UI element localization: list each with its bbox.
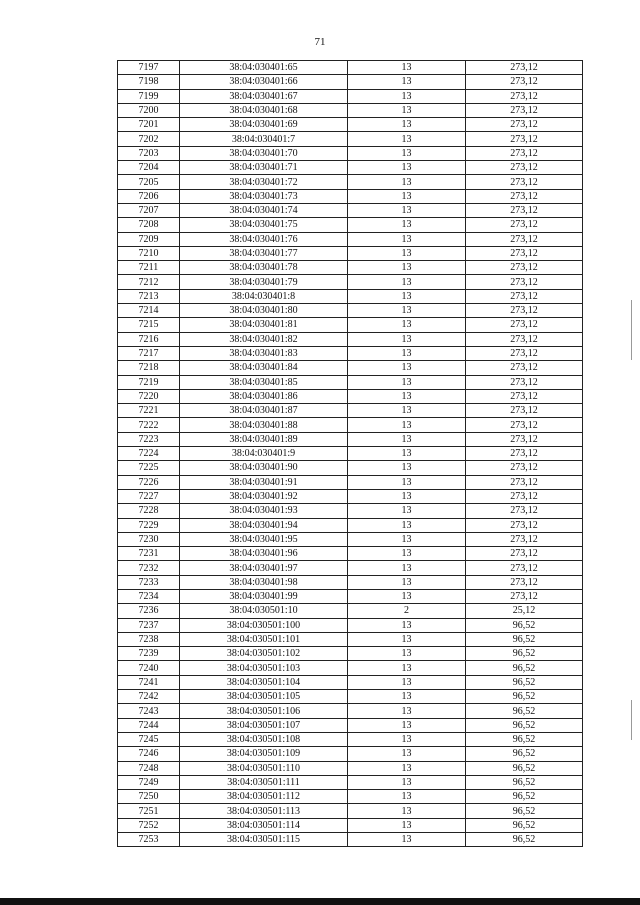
value-cell: 96,52 xyxy=(466,732,583,746)
table-row xyxy=(118,818,583,832)
value-cell: 96,52 xyxy=(466,718,583,732)
table-row xyxy=(118,118,583,132)
quantity-cell: 13 xyxy=(348,532,466,546)
quantity-cell: 13 xyxy=(348,189,466,203)
row-number-cell: 7202 xyxy=(118,132,180,146)
value-cell: 273,12 xyxy=(466,361,583,375)
row-number-cell: 7252 xyxy=(118,818,180,832)
value-cell: 273,12 xyxy=(466,489,583,503)
quantity-cell: 13 xyxy=(348,475,466,489)
quantity-cell: 13 xyxy=(348,575,466,589)
row-number-cell: 7216 xyxy=(118,332,180,346)
cadastral-number-cell: 38:04:030401:82 xyxy=(180,332,348,346)
value-cell: 273,12 xyxy=(466,161,583,175)
value-cell: 96,52 xyxy=(466,747,583,761)
table-row xyxy=(118,332,583,346)
cadastral-number-cell: 38:04:030501:102 xyxy=(180,647,348,661)
quantity-cell: 13 xyxy=(348,103,466,117)
quantity-cell: 13 xyxy=(348,732,466,746)
row-number-cell: 7241 xyxy=(118,675,180,689)
table-row xyxy=(118,547,583,561)
value-cell: 273,12 xyxy=(466,75,583,89)
row-number-cell: 7206 xyxy=(118,189,180,203)
table-row xyxy=(118,389,583,403)
cadastral-number-cell: 38:04:030401:9 xyxy=(180,447,348,461)
cadastral-number-cell: 38:04:030501:10 xyxy=(180,604,348,618)
table-row xyxy=(118,75,583,89)
row-number-cell: 7220 xyxy=(118,389,180,403)
value-cell: 273,12 xyxy=(466,132,583,146)
cadastral-number-cell: 38:04:030401:8 xyxy=(180,289,348,303)
table-row xyxy=(118,747,583,761)
row-number-cell: 7228 xyxy=(118,504,180,518)
row-number-cell: 7231 xyxy=(118,547,180,561)
cadastral-number-cell: 38:04:030501:115 xyxy=(180,833,348,847)
row-number-cell: 7253 xyxy=(118,833,180,847)
value-cell: 96,52 xyxy=(466,618,583,632)
value-cell: 273,12 xyxy=(466,89,583,103)
row-number-cell: 7199 xyxy=(118,89,180,103)
quantity-cell: 13 xyxy=(348,661,466,675)
table-row xyxy=(118,61,583,75)
value-cell: 96,52 xyxy=(466,690,583,704)
quantity-cell: 13 xyxy=(348,718,466,732)
cadastral-number-cell: 38:04:030401:7 xyxy=(180,132,348,146)
cadastral-number-cell: 38:04:030401:94 xyxy=(180,518,348,532)
value-cell: 96,52 xyxy=(466,704,583,718)
cadastral-number-cell: 38:04:030501:108 xyxy=(180,732,348,746)
quantity-cell: 13 xyxy=(348,275,466,289)
value-cell: 96,52 xyxy=(466,632,583,646)
table-row xyxy=(118,504,583,518)
row-number-cell: 7239 xyxy=(118,647,180,661)
scan-margin-mark xyxy=(631,300,632,360)
quantity-cell: 13 xyxy=(348,304,466,318)
cadastral-number-cell: 38:04:030401:88 xyxy=(180,418,348,432)
value-cell: 273,12 xyxy=(466,589,583,603)
quantity-cell: 13 xyxy=(348,146,466,160)
value-cell: 273,12 xyxy=(466,246,583,260)
table-row xyxy=(118,261,583,275)
table-row xyxy=(118,690,583,704)
cadastral-number-cell: 38:04:030401:85 xyxy=(180,375,348,389)
cadastral-number-cell: 38:04:030401:91 xyxy=(180,475,348,489)
row-number-cell: 7242 xyxy=(118,690,180,704)
row-number-cell: 7200 xyxy=(118,103,180,117)
cadastral-number-cell: 38:04:030501:114 xyxy=(180,818,348,832)
value-cell: 273,12 xyxy=(466,189,583,203)
cadastral-number-cell: 38:04:030401:72 xyxy=(180,175,348,189)
value-cell: 273,12 xyxy=(466,275,583,289)
table-row xyxy=(118,304,583,318)
row-number-cell: 7244 xyxy=(118,718,180,732)
row-number-cell: 7208 xyxy=(118,218,180,232)
quantity-cell: 13 xyxy=(348,61,466,75)
quantity-cell: 2 xyxy=(348,604,466,618)
quantity-cell: 13 xyxy=(348,790,466,804)
quantity-cell: 13 xyxy=(348,75,466,89)
quantity-cell: 13 xyxy=(348,246,466,260)
quantity-cell: 13 xyxy=(348,547,466,561)
value-cell: 273,12 xyxy=(466,575,583,589)
quantity-cell: 13 xyxy=(348,418,466,432)
cadastral-table xyxy=(117,60,583,847)
row-number-cell: 7210 xyxy=(118,246,180,260)
value-cell: 273,12 xyxy=(466,532,583,546)
row-number-cell: 7213 xyxy=(118,289,180,303)
cadastral-number-cell: 38:04:030401:93 xyxy=(180,504,348,518)
cadastral-number-cell: 38:04:030401:68 xyxy=(180,103,348,117)
row-number-cell: 7218 xyxy=(118,361,180,375)
row-number-cell: 7205 xyxy=(118,175,180,189)
quantity-cell: 13 xyxy=(348,775,466,789)
quantity-cell: 13 xyxy=(348,389,466,403)
row-number-cell: 7227 xyxy=(118,489,180,503)
row-number-cell: 7221 xyxy=(118,404,180,418)
table-row xyxy=(118,718,583,732)
scan-bottom-edge xyxy=(0,898,640,905)
quantity-cell: 13 xyxy=(348,332,466,346)
table-row xyxy=(118,318,583,332)
cadastral-number-cell: 38:04:030401:96 xyxy=(180,547,348,561)
quantity-cell: 13 xyxy=(348,118,466,132)
value-cell: 96,52 xyxy=(466,775,583,789)
cadastral-number-cell: 38:04:030501:113 xyxy=(180,804,348,818)
quantity-cell: 13 xyxy=(348,361,466,375)
cadastral-number-cell: 38:04:030401:99 xyxy=(180,589,348,603)
table-row xyxy=(118,647,583,661)
value-cell: 273,12 xyxy=(466,146,583,160)
table-body xyxy=(118,61,583,847)
table-row xyxy=(118,103,583,117)
quantity-cell: 13 xyxy=(348,89,466,103)
table-row xyxy=(118,775,583,789)
quantity-cell: 13 xyxy=(348,318,466,332)
cadastral-number-cell: 38:04:030501:110 xyxy=(180,761,348,775)
value-cell: 273,12 xyxy=(466,332,583,346)
value-cell: 273,12 xyxy=(466,175,583,189)
row-number-cell: 7223 xyxy=(118,432,180,446)
table-row xyxy=(118,203,583,217)
value-cell: 273,12 xyxy=(466,418,583,432)
cadastral-number-cell: 38:04:030401:84 xyxy=(180,361,348,375)
row-number-cell: 7212 xyxy=(118,275,180,289)
table-row xyxy=(118,146,583,160)
quantity-cell: 13 xyxy=(348,761,466,775)
cadastral-number-cell: 38:04:030401:74 xyxy=(180,203,348,217)
quantity-cell: 13 xyxy=(348,833,466,847)
row-number-cell: 7207 xyxy=(118,203,180,217)
cadastral-number-cell: 38:04:030401:81 xyxy=(180,318,348,332)
cadastral-number-cell: 38:04:030401:71 xyxy=(180,161,348,175)
cadastral-number-cell: 38:04:030401:83 xyxy=(180,346,348,360)
row-number-cell: 7198 xyxy=(118,75,180,89)
value-cell: 273,12 xyxy=(466,375,583,389)
row-number-cell: 7251 xyxy=(118,804,180,818)
table-row xyxy=(118,89,583,103)
table-row xyxy=(118,404,583,418)
cadastral-number-cell: 38:04:030501:105 xyxy=(180,690,348,704)
value-cell: 96,52 xyxy=(466,661,583,675)
row-number-cell: 7226 xyxy=(118,475,180,489)
value-cell: 96,52 xyxy=(466,818,583,832)
value-cell: 96,52 xyxy=(466,647,583,661)
quantity-cell: 13 xyxy=(348,747,466,761)
value-cell: 273,12 xyxy=(466,432,583,446)
row-number-cell: 7222 xyxy=(118,418,180,432)
value-cell: 25,12 xyxy=(466,604,583,618)
quantity-cell: 13 xyxy=(348,175,466,189)
table-row xyxy=(118,575,583,589)
value-cell: 273,12 xyxy=(466,103,583,117)
quantity-cell: 13 xyxy=(348,447,466,461)
table-row xyxy=(118,675,583,689)
quantity-cell: 13 xyxy=(348,690,466,704)
quantity-cell: 13 xyxy=(348,704,466,718)
value-cell: 273,12 xyxy=(466,404,583,418)
quantity-cell: 13 xyxy=(348,161,466,175)
row-number-cell: 7201 xyxy=(118,118,180,132)
row-number-cell: 7232 xyxy=(118,561,180,575)
row-number-cell: 7217 xyxy=(118,346,180,360)
cadastral-number-cell: 38:04:030401:95 xyxy=(180,532,348,546)
cadastral-number-cell: 38:04:030401:75 xyxy=(180,218,348,232)
quantity-cell: 13 xyxy=(348,589,466,603)
row-number-cell: 7238 xyxy=(118,632,180,646)
row-number-cell: 7245 xyxy=(118,732,180,746)
table-row xyxy=(118,232,583,246)
table-row xyxy=(118,461,583,475)
table-row xyxy=(118,790,583,804)
table-row xyxy=(118,704,583,718)
table-row xyxy=(118,489,583,503)
cadastral-number-cell: 38:04:030401:73 xyxy=(180,189,348,203)
table-row xyxy=(118,361,583,375)
cadastral-number-cell: 38:04:030501:112 xyxy=(180,790,348,804)
cadastral-number-cell: 38:04:030401:89 xyxy=(180,432,348,446)
value-cell: 273,12 xyxy=(466,261,583,275)
value-cell: 273,12 xyxy=(466,304,583,318)
quantity-cell: 13 xyxy=(348,675,466,689)
scan-margin-mark xyxy=(631,700,632,740)
table-row xyxy=(118,661,583,675)
cadastral-number-cell: 38:04:030501:111 xyxy=(180,775,348,789)
cadastral-number-cell: 38:04:030401:65 xyxy=(180,61,348,75)
cadastral-number-cell: 38:04:030501:103 xyxy=(180,661,348,675)
value-cell: 273,12 xyxy=(466,475,583,489)
row-number-cell: 7214 xyxy=(118,304,180,318)
row-number-cell: 7204 xyxy=(118,161,180,175)
table-row xyxy=(118,432,583,446)
quantity-cell: 13 xyxy=(348,618,466,632)
table-row xyxy=(118,132,583,146)
table-row xyxy=(118,761,583,775)
table-row xyxy=(118,518,583,532)
value-cell: 273,12 xyxy=(466,346,583,360)
row-number-cell: 7209 xyxy=(118,232,180,246)
table-row xyxy=(118,447,583,461)
value-cell: 273,12 xyxy=(466,203,583,217)
table-row xyxy=(118,532,583,546)
row-number-cell: 7237 xyxy=(118,618,180,632)
value-cell: 96,52 xyxy=(466,790,583,804)
quantity-cell: 13 xyxy=(348,261,466,275)
value-cell: 273,12 xyxy=(466,561,583,575)
value-cell: 273,12 xyxy=(466,232,583,246)
table-row xyxy=(118,175,583,189)
quantity-cell: 13 xyxy=(348,804,466,818)
row-number-cell: 7224 xyxy=(118,447,180,461)
quantity-cell: 13 xyxy=(348,561,466,575)
row-number-cell: 7246 xyxy=(118,747,180,761)
row-number-cell: 7248 xyxy=(118,761,180,775)
cadastral-number-cell: 38:04:030401:86 xyxy=(180,389,348,403)
row-number-cell: 7215 xyxy=(118,318,180,332)
cadastral-number-cell: 38:04:030401:98 xyxy=(180,575,348,589)
quantity-cell: 13 xyxy=(348,518,466,532)
table-row xyxy=(118,475,583,489)
row-number-cell: 7219 xyxy=(118,375,180,389)
page-number: 71 xyxy=(314,36,326,48)
cadastral-number-cell: 38:04:030401:76 xyxy=(180,232,348,246)
value-cell: 273,12 xyxy=(466,504,583,518)
cadastral-number-cell: 38:04:030401:87 xyxy=(180,404,348,418)
table-row xyxy=(118,632,583,646)
cadastral-number-cell: 38:04:030501:100 xyxy=(180,618,348,632)
value-cell: 273,12 xyxy=(466,318,583,332)
cadastral-number-cell: 38:04:030401:69 xyxy=(180,118,348,132)
cadastral-number-cell: 38:04:030401:78 xyxy=(180,261,348,275)
row-number-cell: 7233 xyxy=(118,575,180,589)
row-number-cell: 7230 xyxy=(118,532,180,546)
table-row xyxy=(118,604,583,618)
value-cell: 273,12 xyxy=(466,118,583,132)
quantity-cell: 13 xyxy=(348,647,466,661)
cadastral-number-cell: 38:04:030501:107 xyxy=(180,718,348,732)
value-cell: 96,52 xyxy=(466,804,583,818)
cadastral-number-cell: 38:04:030401:97 xyxy=(180,561,348,575)
row-number-cell: 7225 xyxy=(118,461,180,475)
value-cell: 273,12 xyxy=(466,447,583,461)
quantity-cell: 13 xyxy=(348,504,466,518)
quantity-cell: 13 xyxy=(348,289,466,303)
table-row xyxy=(118,375,583,389)
table-row xyxy=(118,189,583,203)
cadastral-number-cell: 38:04:030501:106 xyxy=(180,704,348,718)
row-number-cell: 7249 xyxy=(118,775,180,789)
row-number-cell: 7243 xyxy=(118,704,180,718)
value-cell: 96,52 xyxy=(466,761,583,775)
value-cell: 273,12 xyxy=(466,61,583,75)
table-row xyxy=(118,804,583,818)
quantity-cell: 13 xyxy=(348,632,466,646)
row-number-cell: 7234 xyxy=(118,589,180,603)
value-cell: 273,12 xyxy=(466,547,583,561)
cadastral-number-cell: 38:04:030401:80 xyxy=(180,304,348,318)
cadastral-number-cell: 38:04:030401:67 xyxy=(180,89,348,103)
quantity-cell: 13 xyxy=(348,461,466,475)
quantity-cell: 13 xyxy=(348,489,466,503)
quantity-cell: 13 xyxy=(348,232,466,246)
row-number-cell: 7236 xyxy=(118,604,180,618)
table-row xyxy=(118,833,583,847)
row-number-cell: 7203 xyxy=(118,146,180,160)
table-row xyxy=(118,589,583,603)
quantity-cell: 13 xyxy=(348,404,466,418)
table-row xyxy=(118,289,583,303)
value-cell: 96,52 xyxy=(466,833,583,847)
quantity-cell: 13 xyxy=(348,818,466,832)
table-row xyxy=(118,161,583,175)
row-number-cell: 7240 xyxy=(118,661,180,675)
cadastral-number-cell: 38:04:030401:92 xyxy=(180,489,348,503)
quantity-cell: 13 xyxy=(348,346,466,360)
quantity-cell: 13 xyxy=(348,432,466,446)
table-row xyxy=(118,732,583,746)
cadastral-number-cell: 38:04:030401:79 xyxy=(180,275,348,289)
cadastral-number-cell: 38:04:030501:104 xyxy=(180,675,348,689)
row-number-cell: 7197 xyxy=(118,61,180,75)
quantity-cell: 13 xyxy=(348,132,466,146)
value-cell: 96,52 xyxy=(466,675,583,689)
quantity-cell: 13 xyxy=(348,375,466,389)
quantity-cell: 13 xyxy=(348,203,466,217)
table-row xyxy=(118,561,583,575)
row-number-cell: 7250 xyxy=(118,790,180,804)
cadastral-number-cell: 38:04:030501:101 xyxy=(180,632,348,646)
cadastral-number-cell: 38:04:030401:90 xyxy=(180,461,348,475)
cadastral-number-cell: 38:04:030501:109 xyxy=(180,747,348,761)
table-row xyxy=(118,246,583,260)
cadastral-number-cell: 38:04:030401:77 xyxy=(180,246,348,260)
table-row xyxy=(118,418,583,432)
row-number-cell: 7211 xyxy=(118,261,180,275)
table-row xyxy=(118,618,583,632)
cadastral-number-cell: 38:04:030401:66 xyxy=(180,75,348,89)
value-cell: 273,12 xyxy=(466,461,583,475)
value-cell: 273,12 xyxy=(466,389,583,403)
table-row xyxy=(118,275,583,289)
value-cell: 273,12 xyxy=(466,289,583,303)
row-number-cell: 7229 xyxy=(118,518,180,532)
cadastral-number-cell: 38:04:030401:70 xyxy=(180,146,348,160)
table-row xyxy=(118,346,583,360)
table-row xyxy=(118,218,583,232)
quantity-cell: 13 xyxy=(348,218,466,232)
value-cell: 273,12 xyxy=(466,518,583,532)
value-cell: 273,12 xyxy=(466,218,583,232)
